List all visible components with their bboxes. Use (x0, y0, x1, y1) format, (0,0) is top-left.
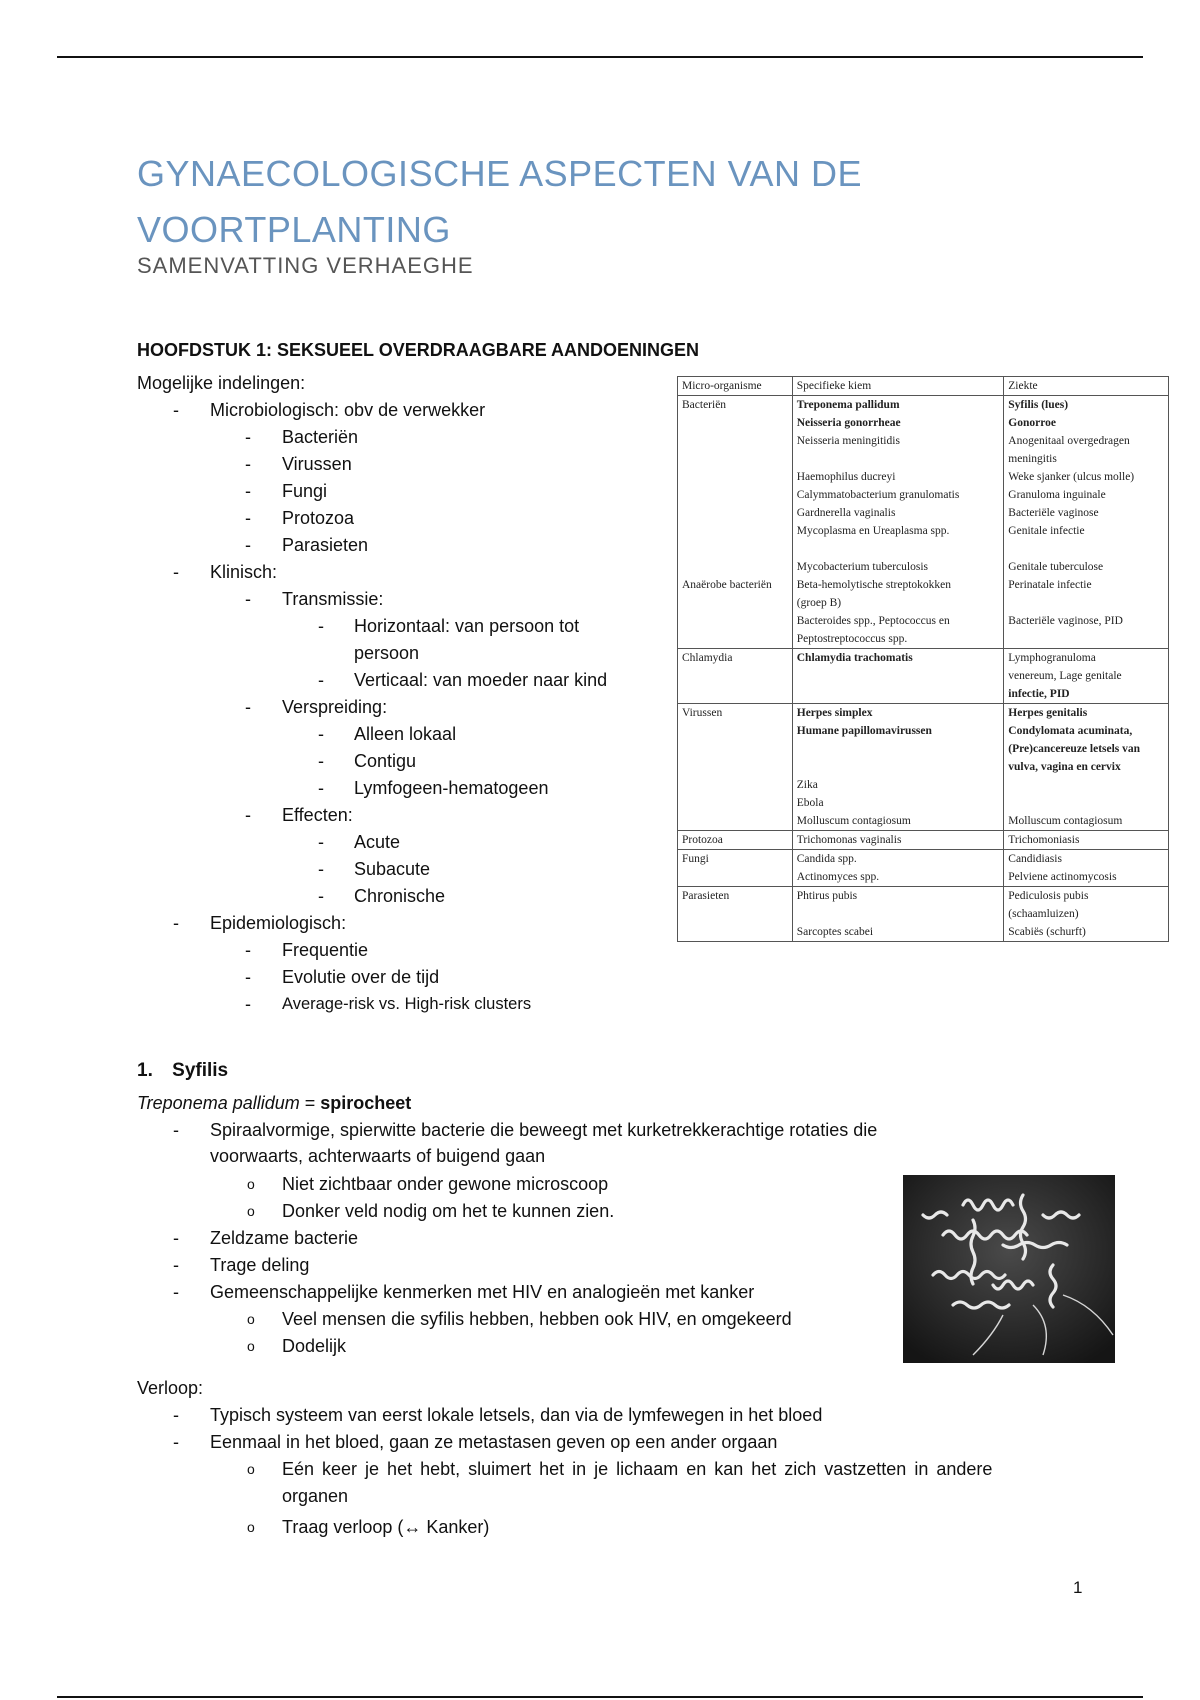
bullet-dash: - (318, 670, 324, 690)
ziekte-line: (schaamluizen) (1008, 908, 1079, 920)
list-item: Virussen (282, 454, 352, 474)
equals-sign: = (299, 1093, 321, 1113)
list-item: Eén keer je het hebt, sluimert het in je lichaam en kan het zich vastzetten in andere (282, 1459, 993, 1479)
bullet-circle: o (247, 1338, 255, 1354)
list-item: Frequentie (282, 940, 369, 960)
table-cell (1004, 704, 1169, 831)
table-cell (792, 704, 1004, 831)
bullet-dash: - (318, 859, 324, 879)
kiem-line: Mycobacterium tuberculosis (796, 561, 929, 573)
ziekte-line: Genitale tuberculose (1008, 561, 1104, 573)
list-item: Epidemiologisch: (210, 913, 347, 933)
page-number: 1 (1073, 1578, 1083, 1597)
kiem-line: Actinomyces spp. (796, 871, 880, 883)
table-cell (678, 396, 793, 649)
kiem-line: Treponema pallidum (796, 399, 900, 411)
table-cell: Trichomoniasis (1004, 831, 1169, 850)
bullet-dash: - (245, 697, 251, 717)
kiem-line: Neisseria meningitidis (796, 435, 900, 447)
table-cell: Trichomonas vaginalis (792, 831, 1004, 850)
table-header-cell: Specifieke kiem (792, 377, 1004, 396)
list-item: Acute (354, 832, 401, 852)
table-row (678, 887, 1169, 942)
species-name: Treponema pallidum (137, 1093, 300, 1113)
kiem-line: Peptostreptococcus spp. (796, 633, 908, 645)
ziekte-line: Weke sjanker (ulcus molle) (1008, 471, 1135, 483)
list-item: Donker veld nodig om het te kunnen zien. (282, 1201, 615, 1221)
bullet-circle: o (247, 1203, 255, 1219)
list-item: Contigu (354, 751, 417, 771)
ziekte-line: Syfilis (lues) (1008, 399, 1069, 411)
kiem-line: Mycoplasma en Ureaplasma spp. (796, 525, 950, 537)
list-item: Veel mensen die syfilis hebben, hebben ook HIV, en omgekeerd (282, 1309, 792, 1329)
list-item: Eenmaal in het bloed, gaan ze metastasen geven op een ander orgaan (210, 1432, 778, 1452)
species-type: spirocheet (320, 1093, 412, 1113)
ziekte-line: venereum, Lage genitale (1008, 670, 1122, 682)
list-item: Gemeenschappelijke kenmerken met HIV en analogieën met kanker (210, 1282, 755, 1302)
bullet-dash: - (173, 400, 179, 420)
table-cell: Chlamydia trachomatis (792, 649, 1004, 704)
list-item: Zeldzame bacterie (210, 1228, 359, 1248)
table-cell (1004, 887, 1169, 942)
chapter-heading: HOOFDSTUK 1: SEKSUEEL OVERDRAAGBARE AANDOENINGEN (137, 340, 700, 360)
species-line (137, 1092, 411, 1114)
table-header-row (678, 377, 1169, 396)
verloop-label: Verloop: (137, 1378, 204, 1398)
document-title: GYNAECOLOGISCHE ASPECTEN VAN DE VOORTPLANTING (137, 153, 863, 250)
kiem-line: Gardnerella vaginalis (796, 507, 896, 519)
ziekte-line: infectie, PID (1008, 688, 1070, 700)
kiem-line: Calymmatobacterium granulomatis (796, 489, 960, 501)
list-item: Average-risk vs. High-risk clusters (282, 995, 532, 1013)
list-item: Fungi (282, 481, 328, 501)
chapter-intro: Mogelijke indelingen: (137, 373, 306, 393)
bullet-dash: - (318, 832, 324, 852)
kiem-line: Ebola (796, 797, 824, 809)
section-number: 1. (137, 1060, 153, 1081)
kiem-line: Candida spp. (796, 853, 857, 865)
bullet-dash: - (173, 1405, 179, 1425)
bullet-dash: - (318, 778, 324, 798)
table-cell (1004, 396, 1169, 649)
ziekte-line: meningitis (1008, 453, 1057, 465)
table-cell (1004, 850, 1169, 887)
bullet-dash: - (173, 1228, 179, 1248)
bullet-dash: - (318, 751, 324, 771)
spirochete-micrograph (903, 1175, 1115, 1363)
list-item: Subacute (354, 859, 431, 879)
ziekte-line: Granuloma inguinale (1008, 489, 1106, 501)
list-item-continuation: voorwaarts, achterwaarts of buigend gaan (210, 1146, 546, 1166)
bullet-dash: - (173, 1120, 179, 1140)
bullet-circle: o (247, 1176, 255, 1192)
ziekte-line: Molluscum contagiosum (1008, 815, 1123, 827)
table-row (678, 396, 1169, 649)
bullet-dash: - (245, 805, 251, 825)
list-item-continuation: persoon (354, 643, 420, 663)
bullet-dash: - (245, 994, 251, 1014)
ziekte-line: Genitale infectie (1008, 525, 1085, 537)
list-item: Traag verloop (↔ Kanker) (282, 1517, 490, 1537)
list-item: Bacteriën (282, 427, 359, 447)
bullet-dash: - (245, 508, 251, 528)
bullet-dash: - (318, 724, 324, 744)
bullet-dash: - (173, 562, 179, 582)
kiem-line: Neisseria gonorrheae (796, 417, 901, 429)
table-cell (792, 850, 1004, 887)
bullet-dash: - (245, 427, 251, 447)
bullet-circle: o (247, 1519, 255, 1535)
bullet-circle: o (247, 1311, 255, 1327)
section-title: Syfilis (172, 1060, 229, 1081)
bullet-dash: - (245, 967, 251, 987)
kiem-line: Sarcoptes scabei (796, 926, 874, 938)
bullet-dash: - (173, 913, 179, 933)
list-item: Protozoa (282, 508, 355, 528)
list-item: Microbiologisch: obv de verwekker (210, 400, 486, 420)
list-item: Trage deling (210, 1255, 310, 1275)
ziekte-line: Pediculosis pubis (1008, 890, 1089, 902)
bullet-dash: - (245, 535, 251, 555)
document-subtitle: SAMENVATTING VERHAEGHE (137, 253, 474, 278)
table-row (678, 831, 1169, 850)
table-cell: Parasieten (678, 887, 793, 942)
ziekte-line: Perinatale infectie (1008, 579, 1092, 591)
group-label: Bacteriën (682, 399, 727, 411)
kiem-line: Herpes simplex (796, 707, 873, 719)
list-item: Parasieten (282, 535, 369, 555)
list-item: Dodelijk (282, 1336, 347, 1356)
kiem-line: Humane papillomavirussen (796, 725, 932, 737)
top-rule (57, 56, 1143, 58)
kiem-line: Bacteroides spp., Peptococcus en (796, 615, 950, 627)
bullet-dash: - (245, 454, 251, 474)
list-item: Verticaal: van moeder naar kind (354, 670, 608, 690)
group-label: Anaërobe bacteriën (682, 579, 772, 591)
list-item: Horizontaal: van persoon tot (354, 616, 580, 636)
section-heading (137, 1060, 228, 1082)
list-item: Lymfogeen-hematogeen (354, 778, 549, 798)
table-cell: Chlamydia (678, 649, 793, 704)
ziekte-line: Lymphogranuloma (1008, 652, 1096, 664)
table-cell (792, 396, 1004, 649)
kiem-line: Zika (796, 779, 818, 791)
ziekte-line: Bacteriële vaginose, PID (1008, 615, 1123, 627)
ziekte-line: Scabiës (schurft) (1008, 926, 1086, 938)
ziekte-line: Anogenitaal overgedragen (1008, 435, 1130, 447)
list-item: Effecten: (282, 805, 353, 825)
ziekte-line: (Pre)cancereuze letsels van (1008, 743, 1141, 755)
ziekte-line: Pelviene actinomycosis (1008, 871, 1117, 883)
bullet-dash: - (173, 1282, 179, 1302)
list-item: Transmissie: (282, 589, 384, 609)
kiem-line: Haemophilus ducreyi (796, 471, 896, 483)
bullet-dash: - (245, 940, 251, 960)
list-item: Alleen lokaal (354, 724, 457, 744)
bullet-dash: - (245, 481, 251, 501)
bullet-dash: - (173, 1255, 179, 1275)
table-header-cell: Ziekte (1004, 377, 1169, 396)
list-item: Evolutie over de tijd (282, 967, 440, 987)
kiem-line: Phtirus pubis (796, 890, 858, 902)
table-row (678, 649, 1169, 704)
list-item: Verspreiding: (282, 697, 388, 717)
bullet-dash: - (173, 1432, 179, 1452)
list-item: Typisch systeem van eerst lokale letsels, dan via de lymfewegen in het bloed (210, 1405, 823, 1425)
table-cell (1004, 649, 1169, 704)
table-row (678, 850, 1169, 887)
table-cell: Virussen (678, 704, 793, 831)
list-item: Niet zichtbaar onder gewone microscoop (282, 1174, 609, 1194)
ziekte-line: Herpes genitalis (1008, 707, 1088, 719)
table-row (678, 704, 1169, 831)
bullet-circle: o (247, 1461, 255, 1477)
ziekte-line: Gonorroe (1008, 417, 1056, 429)
list-item-continuation: organen (282, 1486, 349, 1506)
kiem-line: (groep B) (796, 597, 842, 609)
table-cell (792, 887, 1004, 942)
ziekte-line: vulva, vagina en cervix (1008, 761, 1121, 773)
bullet-dash: - (245, 589, 251, 609)
list-item: Klinisch: (210, 562, 278, 582)
ziekte-line: Bacteriële vaginose (1008, 507, 1099, 519)
table-cell: Fungi (678, 850, 793, 887)
bullet-dash: - (318, 886, 324, 906)
list-item: Spiraalvormige, spierwitte bacterie die beweegt met kurketrekkerachtige rotaties die (210, 1120, 878, 1140)
ziekte-line: Condylomata acuminata, (1008, 725, 1133, 737)
list-item: Chronische (354, 886, 446, 906)
ziekte-line: Candidiasis (1008, 853, 1062, 865)
table-cell: Protozoa (678, 831, 793, 850)
bottom-rule (57, 1696, 1143, 1698)
kiem-line: Beta-hemolytische streptokokken (796, 579, 952, 591)
bullet-dash: - (318, 616, 324, 636)
table-header-cell: Micro-organisme (678, 377, 793, 396)
kiem-line: Molluscum contagiosum (796, 815, 911, 827)
sti-table (677, 376, 1169, 942)
